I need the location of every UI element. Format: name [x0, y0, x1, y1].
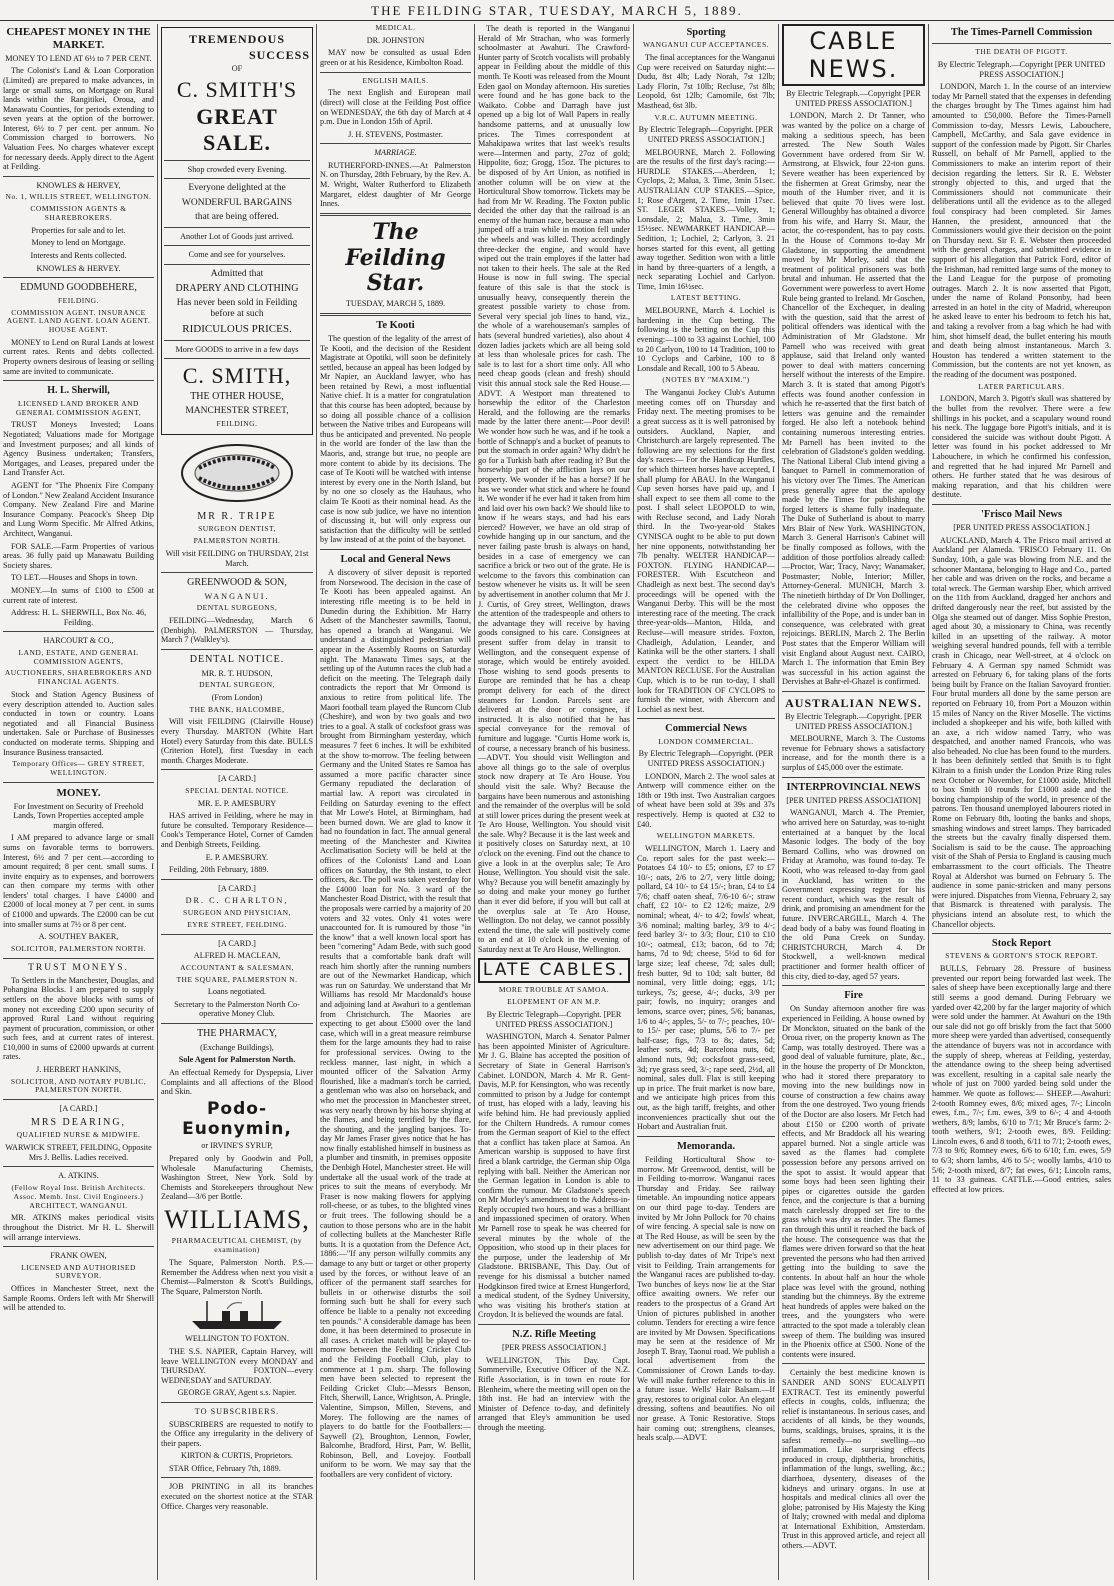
amesbury-sign: E. P. AMESBURY.	[205, 852, 269, 862]
sherwill-money: MONEY.—In sums of £100 to £500 at current rate of interest.	[3, 585, 154, 605]
times-title: The Times-Parnell Commission	[950, 27, 1093, 38]
southey-role: SOLICITOR, PALMERSTON NORTH.	[10, 943, 147, 953]
frisco-title: 'Frisco Mail News	[980, 508, 1063, 520]
trust-title: TRUST MONEYS.	[28, 962, 129, 973]
vrc-text: MELBOURNE, March 2. Following are the results of the first day's racing:— HURDLE STAKES.—Aberdeen, 1; Cyclops, 2; Malua, 3. Time, 3min 51sec. AUSTRALIAN CUP STAKES.—Spice, 1; Rose d'Argent, 2. Time, 1min 17sec. ST. LEGER STAKES.—Volley, 1; Lonsdale, 2; Malua, 3. Time, 3min 15½sec. NEWMARKET HANDICAP.—Sedition, 1; Lochiel, 2; Carlyon, 3. 21 horses started for this event, all getting away together. Sedition won with a little in hand by three-quarters of a length, a neck separating Lochiel and Carlyon. Time, 1min 16½sec.	[637, 147, 775, 291]
divider	[782, 1363, 925, 1364]
marriage-title: MARRIAGE.	[374, 148, 417, 158]
divider	[320, 72, 471, 73]
greenwood-name: GREENWOOD & SON,	[187, 577, 287, 589]
inter-byline: [PER UNITED PRESS ASSOCIATION]	[786, 795, 921, 805]
harcourt-roles: AUCTIONEERS, SHAREBROKERS AND FINANCIAL AGENTS.	[4, 668, 153, 687]
drapery: DRAPERY AND CLOTHING	[175, 283, 299, 295]
page-title: THE FEILDING STAR, TUESDAY, MARCH 5, 1889.	[371, 3, 743, 18]
ridiculous: RIDICULOUS PRICES.	[182, 322, 292, 335]
goodbehere-roles: COMMISSION AGENT. INSURANCE AGENT. LAND AGENT. LOAN AGENT. HOUSE AGENT.	[6, 307, 151, 335]
maclean-loans: Loans negotiated.	[207, 987, 267, 997]
divider	[161, 879, 313, 880]
late-sub2: ELOPEMENT OF AN M.P.	[507, 997, 601, 1007]
feilding: FEILDING.	[216, 418, 258, 428]
mails-title: ENGLISH MAILS.	[362, 75, 429, 85]
divider	[3, 631, 154, 632]
kooti-text: The question of the legality of the arrest of Te Kooti, and the decision of the Resident Magistrate at Opotiki, will soon be definitely settled, because an appeal has been lodged by Mr Napier, an Auckland lawyer, who has been retained by Rewi, a most influential Native chief. It is a matter for congratulation that this course has been adopted, because by so doing all possible chance of a collision between the Native tribes and Europeans will thus be anticipated and prevented. No people in the world are fonder of the law than the Maoris, and, strange but true, no people are more content to abide by its decisions. The case of Te Kooti will be watched with intense interest by every one in the North Island, but by no one so closely as the Hauhaus, who claim Te Kooti as their nominal head. As the case is now sub judice, we have no intention of discussing it, but will only express our satisfaction that the difficulty will be settled by law instead of at the point of the bayonet.	[320, 333, 471, 545]
wellington-markets-title: WELLINGTON MARKETS.	[656, 831, 756, 841]
pigott-byline: By Electric Telegraph.—Copyright [PER UNITED PRESS ASSOCIATION.]	[937, 60, 1106, 79]
harcourt-sub: LAND, ESTATE, AND GENERAL COMMISSION AGENTS,	[18, 647, 139, 666]
johnston-text: MAY now be consulted as usual Eden green or at his Residence, Kimbolton Road.	[320, 48, 471, 67]
fire-text: On Sunday afternoon another fire was experienced in Feilding. A house owned by Dr Monckton, situated on the bank of the Oroua river, on the property known as The Camp, was totally destroyed. There was a good deal of valuable furniture, plate, &c., in the house the property of Dr Monckton, who had it stored there preparatory to moving into the new buildings now in course of construction a few chains away from the one destroyed. Two young friends of the Doctor are also losers. Mr Fetch had about £150 or £200 worth of private effects, and Mr Braddock all his wearing apparel burned. Not a single article was saved as the flames had complete possession before any persons arrived on the spot to assist. It would appear that some boys had been seen lighting their pipes or cigarettes outside the garden fence, and the conjecture is that a burning match carelessly dropped set fire to the grass which was dry as tinder. The flames ran through this until it reached the back of the house. The consequence was that the flames were driven forward so that the heat prevented the persons who had then arrived getting into the building to save the contents. In about half an hour the whole place was level with the ground, nothing standing but the chimneys. By the extreme heat hundreds of apples were baked on the trees, and the youngsters who were attracted to the spot made a tolerably clean sweep of them. The building was insured in the Phoenix office at £500. None of the contents were insured.	[782, 1004, 925, 1359]
frisco-text: AUCKLAND, March 4. The Frisco mail arrived at Auckland per Alameda. 'FRISCO February 11. On Sunday, 10th, a gale was blowing from N.E. and the schooner Mantana, belonging to Hage and Co., parted her cable and was driven on the rocks, and became a total wreck. The German warship Eber, which arrived on the 11th from Auckland, dragged her anchors and drifted dangerously near the reef, but assisted by the Olga she steamed out of danger. Miss Sophie Preston, aged about 30, a missionary to China, was recently killed in an upsetting of the railway. A motor weighing several hundred pounds, fell with a terrible crash in Chicago, near Well-street, at 4 o'clock on February 4. A German spy named Schmidt was arrested on February 6, for taking plans of the forts being built by France on the Italian Savoyard frontier. Four brutal murders all done by the same person are reported on February 10, from Port a Mouzon within 15 miles of Nancy on the River Moselle. The victims included a shopkeeper and his wife, both killed with an axe, a rich widow named Tarry, who was despatched, and another named Francois, who was also beheaded. No clue has been found to the murders. It has been definitely settled that Smith is to fight Kilrain to a finish under the London Prize Ring rules next October or November, for £1000 aside, Mitchell to box Smith 10 rounds for £1000 aside and the boxing championship of the world, in presence of the patrons. Ten thousand unemployed labourers rioted in Rome on February 8th, looting the banks and shops, smashing windows and street lamps. They barricaded the streets but the cavalry finally dispersed them. Socialism is said to be the cause. The approaching visit of the Shah of Persia to England is causing much embarrassment to the court officials. The Theatre Royal at Aldershot was burned on February 5. The audience in some panic-stricken and many persons were injured. Dispatches from Vienna, February 2, say that Bismarck is threatened with paralysis. The physicians intend an absolute rest, to which the Chancellor objects.	[932, 535, 1111, 929]
column-2	[158, 24, 316, 1580]
success: SUCCESS	[248, 48, 310, 63]
atkins-text: MR. ATKINS makes periodical visits throughout the District. Mr H. L. Sherwill will arrange interviews.	[3, 1213, 154, 1242]
aus-byline: By Electric Telegraph.—Copyright. [PER UNITED PRESS ASSOCIATION.]	[785, 712, 922, 731]
hudson-from: (From London)	[211, 693, 263, 703]
maxim-text: The Wanganui Jockey Club's Autumn meeting comes off on Thursday and Friday next. The meeting promises to be a great success as it is well patronised by outsiders. Auckland, Napier, and Christchurch are largely represented. The following are my selections for the first day's races:— For the Handicap Hurdles, for which thirteen horses have accepted, I shall plump for ABAU. In the Wanganui Cup seven horses have paid up, and I shall expect to see them all come to the post. I shall select LEOPOLD to win, with Recluse second, and Lady Norah third. In the Two-year-old Stakes CYNISCA ought to be able to put down her nine opponents, notwithstanding her 7lb penalty. WELTER HANDICAP— FOXTON. FLYING HANDICAP— FORESTER. With Escutcheon and Chadleigh as next best. The second day's proceedings will be opened with the Wanganui Derby. This will be the most interesting race of the meeting. The crack three-year-olds—Manton, Hilda, and Recluse—will measure strides. Foxton, Chadleigh, Adulation, Leander, and Katinka will be the other starters. I shall expect the verdict to be HILDA MANTON RECLUSE. For the Australian Cup, which is to be run to-day, I shall look for TRADITION OF CYCLOPS to furnish the winner, with Abercorn and Lochiel as next best.	[637, 388, 775, 714]
sherwill-address: Address: H. L. SHERWILL, Box No. 46, Feilding.	[10, 608, 147, 627]
great-sale: GREAT SALE.	[196, 104, 278, 156]
money-sub: For Investment on Security of Freehold Lands, Town Properties accepted ample margin offered.	[13, 801, 144, 830]
divider	[3, 277, 154, 278]
offered: that are being offered.	[195, 211, 279, 222]
goodbehere-place: FEILDING.	[58, 295, 99, 305]
divider	[164, 178, 310, 179]
divider	[3, 958, 154, 959]
tripe-name: MR R. TRIPE	[197, 510, 277, 522]
divider	[164, 227, 310, 228]
knowles-text1: Properties for sale and to let.	[31, 225, 126, 235]
hudson-name: MR. R. T. HUDSON,	[201, 668, 273, 678]
amesbury-card: [A CARD.]	[218, 774, 256, 784]
dental-title: DENTAL NOTICE.	[189, 653, 285, 665]
page-header	[0, 0, 1114, 21]
issue-date: TUESDAY, MARCH 5, 1889.	[345, 299, 446, 309]
colonist-text: The Colonist's Land & Loan Corporation (Limited) are prepared to make advances, in large or small sums, on Mortgage on Rural lands within the Rangitikei, Oroua, and Manawatu Counties, for periods extending to seven years at the option of the borrower. Interest, 6½ to 7 per cent. per annum. No Commission charged to borrowers. No Valuation Fees. No charges whatever except for necessary deeds. Apply direct to the Agent at Feilding.	[3, 66, 154, 172]
column-4	[475, 24, 633, 1580]
divider	[164, 160, 310, 161]
vrc-title: V.R.C. AUTUMN MEETING.	[654, 112, 758, 122]
stock-title: Stock Report	[991, 938, 1052, 950]
rifle-text: WELLINGTON, This Day. Capt. Sommerville, Executive Officer of the N.Z. Rifle Association, is in town en route for Blenheim, where the meeting will open on the 18th inst. He had an interview with the Minister of Defence to-day, and definitely arranged that Eley's ammunition be used through the meeting.	[478, 1355, 630, 1433]
memoranda-title: Memoranda.	[676, 1140, 736, 1152]
knowles-addr: No. 1, WILLIS STREET, WELLINGTON.	[5, 192, 152, 202]
aus-title: AUSTRALIAN NEWS.	[785, 695, 922, 710]
sporting-text: The final acceptances for the Wanganui Cup were received on Saturday night:—Dudu, 8st 4lb; Lady Norah, 7st 12lb; Lady Florin, 7st 10lb; Recluse, 7st 8lb; Leopold, 6st 12lb; Camomile, 6st 7lb; Masthead, 6st 3lb.	[637, 53, 775, 111]
stock-text: BULLS, February 28. Pressure of business prevented our report being forwarded last week. The sales of sheep have been exceptionally large and there still seems a good demand. During February we yarded over 42,200 by far the larger majority of which were sold under the hammer. At Awahuri on the 19th our sale did not go off briskly from the fact that 5000 more sheep were yarded than advertised, consequently the attendance of buyers was not in accordance with the supply of sheep, whereas at Feilding, yesterday, the attendance owing to the sheep being advertised was excellent, resulting in a capital sale nearly the whole of just on 7000 yarded being sold under the hammer. We quote as follows:— SHEEP.—Awahuri: 2-tooth Romney ewes, 8/6; mixed ages, 7/-; Lincoln ewes, f.m., 7/-; f.m. ewes, 3/9 to 6/-; 4 and 4-tooth wethers, 8/9; lambs, 6/10 to 7/1; Mr Bruce's farm: 2-tooth wethers, 9/1; 2-tooth ewes, 8/9. Feilding: Lincoln ewes, 6 and 8 tooth, 6/11 to 7/1; 2-tooth ewes, 7/3 to 9/6; Romney ewes, 6/6 to 6/10; f.m. ewes, 5/9 to 6/3; shorn lambs, 4/6 to 5/-; woolly lambs, 4/10 to 5/6; 2-tooth mixed, 8/7; fat ewes, 6/1; Lincoln rams, 11 to 33 guineas. CATTLE.—Good entries, sales effected at low prices.	[932, 964, 1111, 1194]
harcourt-office: Temporary Offices— GREY STREET, WELLINGTON.	[12, 759, 145, 777]
betting-text: MELBOURNE, March 4. Lochiel is hardening in the Cup betting. The following is the betting on the Cup this evening:—100 to 33 against Lochiel, 100 to 20 Carlyon, 100 to 14 Tradition, 100 to 10 Cyclops and Carbine, 100 to 8 Lonsdale and Recall, 100 to 5 Abeau.	[637, 306, 775, 373]
cable-text: LONDON, March 2. Dr Tanner, who was wanted by the police on a charge of making a seditious speech, has been arrested. The New South Wales Government have ordered from Sir W. Armstrong, at Elswick, four 22-ton guns. Severe weather has been experienced by the fishermen at Great Grimsby, near the mouth of the Humber river, and it is believed that quite 70 lives were lost. General Willoughby has obtained a divorce from his wife, and Harry St. Maur, the actor, the co-respondent, has to pay costs. In the House of Commons to-day Mr Gladstone, in supporting the amendment moved by Mr Morley, said that the treatment of political prisoners was both brutal and inhuman. He asserted that the Government were powerless to avert Home Rule being granted to Ireland. Mr Goschen, Chancellor of the Exchequer, in dealing with the question, said that the arrest of political offenders was identical with the Administration of Mr Gladstone. Mr Parnell who was received with great applause, said that Ireland only wanted power to deal with matters concerning herself without the interests of the Empire. March 3. It is stated that among Pigott's effects was found another confession in which he re-asserted that the first batch of letters was genuine and the remainder forged. He also left a notebook behind containing numerous interesting entries. Mr Parnell has been invited to the celebration of Gladstone's golden wedding. The National Liberal Club intend giving a banquet to Parnell in commemoration of his victory over The Times. The American press generally agree that the apology made by the Times for publishing the forged letters is shame fully inadequate. The Duke of Sutherland is about to marry Mrs Blair of New York. WASHINGTON, March 3. General Harrison's Cabinet will be finally composed as follows, with the addition of those portfolios already called:—Proctor, War; Tracy, Navy; Wanamaker, Postmaster; Noble, Interior; Miller, Attorney-General. MUNICH, March 3. The ninetieth birthday of Dr Von Dollinger, the celebrated divine who opposes the infallibility of the Pope, and is under ban in consequence, was celebrated with great rejoicings. BERLIN, March 2. The Berlin Post states that the Emperor William will visit England about August next. CAIRO, March 1. The information that Emin Bey was successful in his action against the Dervishes at Bahr-el-Ghazel is confirmed.	[782, 111, 925, 687]
other-house: THE OTHER HOUSE,	[190, 391, 284, 403]
maclean-sec: Secretary to the Palmerston North Co-operative Money Club.	[174, 999, 300, 1019]
divider	[3, 1099, 154, 1100]
williams-text: The Square, Palmerston North. P.S.—Remember the Address when next you visit a Chemist—Palmerston & Scott's Buildings, The Square, Palmerston North.	[161, 1257, 313, 1296]
divider	[161, 769, 313, 770]
knowles-text3: Interests and Rents collected.	[30, 250, 127, 260]
dentures-illustration	[177, 438, 297, 508]
sherwill-agent: AGENT for "The Phoenix Fire Company of London." New Zealand Accident Insurance Company. New Zealand Fire and Marine Insurance Company. Peacock's Sheep Dip and Lung Worm Specific. Mr Alfred Atkins, Architect, Wanganui.	[3, 481, 154, 538]
cheapest-title: CHEAPEST MONEY IN THE MARKET.	[6, 26, 151, 51]
pigott-title: THE DEATH OF PIGOTT.	[975, 47, 1068, 57]
dearing-addr: WARWICK STREET, FEILDING, Opposite Mrs J. Bellis. Ladies received.	[5, 1143, 152, 1162]
owen-text: Offices in Manchester Street, next the Sample Rooms. Orders left with Mr Sherwill will be attended to.	[3, 1284, 154, 1313]
greenwood-role: DENTAL SURGEONS,	[196, 603, 278, 613]
come-see: Come and see for yourselves.	[188, 250, 286, 260]
divider	[164, 245, 310, 246]
divider	[161, 1023, 313, 1024]
williams-title: WILLIAMS,	[164, 1205, 310, 1235]
pharmacy-title: THE PHARMACY,	[197, 1028, 277, 1040]
betting-title: LATEST BETTING.	[670, 293, 742, 303]
harcourt-title: HARCOURT & CO.,	[43, 636, 114, 646]
williams-role: PHARMACEUTICAL CHEMIST, (by examination)	[171, 1236, 303, 1255]
hankins-role: SOLICITOR, AND NOTARY PUBLIC, PALMERSTON NORTH.	[10, 1076, 147, 1095]
london-byline: By Electric Telegraph—Copyright. (PER UNITED PRESS ASSOCIATION.)	[638, 749, 774, 768]
divider	[164, 358, 310, 359]
knowles-title: KNOWLES & HERVEY,	[36, 180, 121, 190]
subscribers-date: STAR Office, February 7th, 1889.	[169, 1463, 281, 1473]
maclean-card: [A CARD.]	[218, 938, 256, 948]
late-text: WASHINGTON, March 4. Senator Palmer has been appointed Minister of Agriculture. Mr J. G. Blaine has accepted the position of Secretary of State in General Harrison's Cabinet. LONDON, March 4. Mr R. Gent-Davis, M.P. for Kensington, who was recently committed to prison by a Judge for contempt of trust, has eloped with a lady, leaving his wife behind him. He had previously applied for the Chiltern Hundreds. A rumour comes from the German seaport of Kiel to the effect that a conflict has taken place at Samoa. An American warship is supposed to have first fired a blank cartridge, the German ship Olga replying with ball. Neither the American nor the German legation in London is able to confirm the rumour. Mr Gladstone's speech on Mr Morley's amendment to the Address-in-Reply occupied two hours, and was a brilliant and impassioned specimen of oratory. When Mr Parnell rose to speak he was cheered for several minutes by the whole of the Opposition, who stood up in their places for the purpose, under the leadership of Mr Gladstone. BRISBANE, This Day. Out of revenge for his dismissal a butcher named Hodgkinson fired twice at Ernest Hungerford, a medical student, of the Sydney University, who was visiting his brother's station at Croydon. It is believed the wounds are fatal.	[478, 1032, 631, 1320]
subscribers-title: TO SUBSCRIBERS.	[194, 1406, 280, 1416]
greenwood-place: WANGANUI.	[204, 591, 270, 601]
column-5	[634, 24, 778, 1580]
column-1	[0, 24, 157, 1580]
fire-title: Fire	[844, 990, 863, 1002]
podo-title: Podo-Euonymin,	[182, 1098, 292, 1139]
owen-name: FRANK OWEN,	[50, 1251, 107, 1261]
maxim-title: (NOTES BY "MAXIM.")	[662, 375, 750, 385]
sporting-sub: WANGANUI CUP ACCEPTANCES.	[642, 40, 769, 50]
hankins-name: J. HERBERT HANKINS,	[36, 1065, 121, 1075]
maclean-role: ACCOUNTANT & SALESMAN,	[180, 962, 294, 972]
maclean-name: ALFRED H. MACLEAN,	[193, 951, 281, 961]
memoranda-text: Feilding Horticultural Show to-morrow. Mr Greenwood, dentist, will be in Feilding to-morrow. Wanganui races Thursday and Friday. See railway timetable. An impounding notice appears on our third page to-day. Tenders are invited by Mr John Pollock for 70 chains of wire fencing. A special sale is now on at The Red House, as will be seen by the new advertisement on our third page. We publish to-day dates of Mr Tripe's next visit to Feilding. Train arrangements for the Wanganui races are published to-day. Two bunches of keys now lie at the Star office awaiting owners. We refer our readers to the prospectus of a Grand Art Union of pictures published in another column. Tenders for erecting a wire fence are invited by Mr Dowsen. Specifications may be seen at the residence of Mr Joseph T. Bray, Taonui road. We publish a local advertisement from the Commissioner of Crown Lands to-day. We will make further reference to this in a future issue. Wells' Hair Balsam.—If gray, restores to original color. An elegant dressing, softens and beautifies. No oil nor grease. A Tonic Restorative. Stops hair coming out; strengthens, cleanses, heals scalp.—ADVT.	[637, 1155, 775, 1443]
divider	[3, 380, 154, 381]
atkins-name: A. ATKINS.	[58, 1171, 99, 1181]
harcourt-text: Stock and Station Agency Business of every description attended to. Auction sales conducted in town or country. Loans negotiated and all Financial Business undertaken. Sale or Purchase of Businesses conducted on moderate terms. Shipping and Insurance Business transacted.	[3, 689, 154, 757]
divider	[3, 176, 154, 177]
sporting-title: Sporting	[686, 27, 726, 38]
divider	[320, 213, 471, 216]
kooti-title: Te Kooti	[376, 319, 415, 331]
divider	[637, 1136, 775, 1137]
divider	[932, 43, 1111, 44]
london-commercial-title: LONDON COMMERCIAL.	[658, 736, 754, 746]
aus-text: MELBOURNE, March 3. The Customs revenue for February shows a satisfactory increase, and for the month there is a surplus of £45,000 over the estimate.	[782, 734, 925, 772]
sherwill-let: TO LET.—Houses and Shops in town.	[11, 573, 138, 583]
divider	[932, 933, 1111, 934]
hudson-role: DENTAL SURGEON,	[199, 680, 275, 690]
rifle-title: N.Z. Rifle Meeting	[512, 1329, 596, 1340]
dearing-card: [A CARD.]	[59, 1104, 98, 1114]
steamship-illustration	[182, 1299, 292, 1331]
wellington-markets-text: WELLINGTON, March 1. Laery and Co. report sales for the past week:—Potatoes £4 10/- to £5; onions, £7 to £7 10/-; oats, 2/6 to 2/7, very little doing; pollard, £4 10/- to £4 15/-; bran, £4 to £4 7/6; chaff oaten sheaf, 7/6-10 6/-; straw chaff, £2 10/- to £2 12/6; maize, 2/9 nominal; wheat, 4/- to 4/2; fowls' wheat, 3/6 nominal; malting barley, 3/9 to 4/-; feed barley 3/- to 3/3; flour, £10 to £10 10/-; oatmeal, £13; bacon, 6d to 7d; hams, 7d to 9d; cheese, 5½d to 6d for large size; leaf cheese, 7d; sales dull; fresh butter, 9d to 10d; salt butter, 8d nominal, very little doing; eggs, 1/1; turkeys, 7s; geese, 4/-; ducks, 3/9 per pair; fowls, no inquiry; oranges and lemons, scarce over; pines, 5/6; bananas, 1/6 to 4/-; apples, 5/- to 7/-; peaches, 10/- to 15/- per case; plums, 5/6 to 7/- per half-case; figs, 7/3 to 8s; dates, 5d; leather sorts, 4d; Barcelona nuts, 6d; almond nuts, 9d; cocksfoot grass-seed, 3d; rye grass seed, 3/-; rape seed, 2½d, all nominal, sales dull. Flax is still keeping up in price. The fruit market is now bare, and we anticipate high prices from this out, as the high tariff, freights, and other inconveniences practically shut out the Hobart and Australian fruit.	[637, 843, 775, 1132]
manchester: MANCHESTER STREET,	[185, 405, 289, 416]
charlton-name: DR. C. CHARLTON,	[185, 896, 289, 906]
amesbury-text: HAS arrived in Feilding, where he may in future be consulted. Temporary Residence—Cook's Temperance Hotel, Corner of Camden and Denbigh Streets, Feilding.	[161, 811, 313, 850]
sherwill-sale: FOR SALE.—Farm Properties of various areas. 36 fully paid up Manawatu Building Society shares.	[3, 541, 154, 570]
divider	[637, 718, 775, 719]
johnston-title: DR. JOHNSTON	[366, 35, 425, 45]
divider	[3, 1246, 154, 1247]
sherwill-title: H. L. Sherwill,	[47, 385, 110, 397]
column-6	[779, 24, 928, 1580]
dearing-role: QUALIFIED NURSE & MIDWIFE.	[16, 1130, 141, 1140]
goodbehere-title: EDMUND GOODBEHERE,	[20, 282, 137, 294]
frisco-byline: [PER UNITED PRESS ASSOCIATION.]	[953, 523, 1090, 533]
late-sub1: MORE TROUBLE AT SAMOA.	[498, 985, 610, 995]
never-sold: Has never been sold in Feilding before at such	[176, 297, 298, 319]
maclean-addr: THE SQUARE, PALMERSTON N.	[176, 974, 298, 984]
of: OF	[231, 64, 243, 74]
divider	[320, 313, 471, 316]
marriage-text: RUTHERFORD-INNES.—At Palmerston N. on Thursday, 28th February, by the Rev. A. M. Wright, Walter Rutherford to Elizabeth Margaret, eldest daughter of Mr George Innes.	[320, 160, 471, 209]
money-text: I AM prepared to advance large or small sums on favorable terms to borrowers. Interest, 6½ and 7 per cent.—according to amount required; 8 per cent. small sums. I invite enquiry as to expenses, and borrowers can then compare my terms with other lenders' total charges. I have £4000 and £2000 of local money at 7 per cent. in sums of £1000 and upwards. The £2000 can be cut into smaller sums at 7½ or 8 per cent.	[3, 833, 154, 929]
divider	[782, 985, 925, 986]
cable-news-title: CABLE NEWS.	[782, 24, 925, 86]
owen-role: LICENSED AND AUTHORISED SURVEYOR.	[21, 1262, 136, 1281]
charlton-addr: EYRE STREET, FEILDING.	[187, 919, 287, 929]
later-text: LONDON, March 3. Pigott's skull was shattered by the bullet from the revolver. There were a few shillings in his pocket, and a scapulary wound round his neck. The luggage bore Pigott's initials, and it is considered the suicide was without doubt Pigott. A letter was found in his pocket addressed to Mr Labouchere, in which he confirmed his confession, and regretted that he had injured Mr Parnell and others. He further stated that he was desirous of making reparation, and that his children were destitute.	[932, 394, 1111, 500]
tremendous: TREMENDOUS	[188, 32, 285, 46]
pharmacy-agent: Sole Agent for Palmerston North.	[178, 1055, 296, 1065]
late-byline: By Electric Telegraph—Copyright. [PER UNITED PRESS ASSOCIATION.]	[486, 1010, 622, 1029]
job-printing-text: JOB PRINTING in all its branches executed on the shortest notice at the STAR Office. Charges very reasonable.	[161, 1482, 313, 1511]
divider	[161, 1402, 313, 1403]
late-cables-title: LATE CABLES.	[478, 958, 630, 984]
pharmacy-text: An effectual Remedy for Dyspepsia, Liver Complaints and all affections of the Blood and Skin.	[161, 1067, 313, 1097]
podo-sub: or IRVINE'S SYRUP,	[201, 1141, 273, 1151]
local-text: A discovery of silver deposit is reported from Norsewood. The decision in the case of Te Kooti has been appealed against. An interesting rifle meeting is to be held in Dunedin during the Exhibition. Mr Harry Adsett of the Manchester sawmills, Taonui, has opened a branch at Wanganui. We understand a distinguished pedestrian will appear in the Assembly Rooms on Saturday night. The Manawatu Times says, at the settling up of the Autumn races the club had a deficit on the meeting. The Telegraph daily contradicts the report that Mr Ormond is anxious to retire from political life. The Maori football team played the Runcorn Club (Cheshire), and won by two goals and two tries to a goal. A stalk of cocksfoot grass was brought from Birmingham yesterday, which measures 7 feet 6 inches. It will be exhibited at the show to-morrow. The feeling between Germany and the United States re Samoa has assumed a more pacific character since Germany repudiated the declaration of martial law. A report was circulated in Feilding on Saturday evening to the effect that Mr Lowe's Hotel, at Birmingham, had been burned down. We are glad to know it had no foundation in fact. The annual general meeting of the Manchester and Kiwitea Acclimatisation Society will be held at the offices of the Colonists' Land and Loan offices on Saturday, the 9th instant, to elect officers, &c. The poll was taken yesterday for the £4000 loan for No. 3 ward of the Manchester Road District, with the result that the proposals were carried by a majority of 20 voters and 32 votes. Only 41 votes were unaccounted for. It is rumoured by those "in the know" that a well known local sport has been "cornering" Adam Bede, with such good results that a comfortable bank draft will reach him shortly after the running numbers are out of the Newmarket Handicap, which was run on Saturday. We understand that Mr Williams has resold Mr Macdonald's house and adjoining land at Awahuri to a gentleman from Christchurch. The Maories are expecting to get about £5000 over the land case, which will in a great measure reimburse them for the large amounts they had to raise for professional services. Owing to the reckless manner, last night, in which a mounted officer of the Salvation Army flourished, like a madman's torch be carried, a gentleman who was also on horseback, and who met the procession in Manchester street, was very nearly thrown by his horse shying at the flames, and being terrified by the flare, the shouting, and the jangling banjoes. To-day Mr James Fraser gives notice that he has now finally established himself in business as a plumber and tinsmith, in premises opposite the Denbigh Hotel, Manchester street. He will undertake all the usual work of the trade at prices to suit the means of everybody. Mr Fraser is now making flowers for applying roll-cheese, or as tubes, to the blighted vines or fruit trees. The following should be a caution to those persons who are in the habit of collecting bullets at the Manchester Rifle butts. It is a quotation from the Defence Act, 1886:—"If any person wilfully commits any damage to any butt or target or other property used by the forces, or without leave of an officer of the permanent staff searches for bullets in or otherwise disturbs the soil forming such butt he shall for every such offence be liable to a penalty not exceeding ten pounds." A considerable damage has been done, it has been determined to prosecute in all cases. A cricket match will be played to-morrow between the Feilding Cricket Club and the Feilding Football Club, play to commence at 1 p.m. sharp. The following men have been selected to represent the Feilding Cricket Club:—Messrs Benson, Fitch, Sherwill, Lance, Wrightson, A. Pringle, Valentine, Simpson, Millen, Stevens, and Morey. The following are the names of players to do battle for the Footballers:—Saywell (2), Broughton, Lennon, Fowler, Balcombe, Bradford, Hirst, Parr, W. Bellit, Robinson, Bell, and Lovejoy. Football uniform to be worn. We may say that the footballers are very confident of victory.	[320, 568, 471, 1480]
podo-text: Prepared only by Goodwin and Poll, Wholesale Manufacturing Chemists, Washington Street, New York. Sold by Chemists and Storekeepers throughout New Zealand—3/6 per Bottle.	[161, 1154, 313, 1202]
foxton-text: THE S.S. NAPIER, Captain Harvey, will leave WELLINGTON every MONDAY and THURSDAY. FOXTON—every WEDNESDAY and SATURDAY.	[161, 1346, 313, 1385]
commercial-title: Commercial News	[665, 723, 747, 735]
pharmacy-sub: (Exchange Buildings),	[200, 1042, 274, 1052]
amesbury-title: SPECIAL DENTAL NOTICE.	[185, 785, 289, 795]
smith-title: C. SMITH'S	[176, 76, 298, 102]
local-text-continued: The death is reported in the Wanganui Herald of Mr Strachan, who was formerly schoolmaster at Awahuri. The Crawford-Hunter party of Scotch vocalists will probably appear in Feilding about the middle of this month. Te Kooti was released from the Mount Eden gaol on Monday afternoon. His sureties were found and he has gone back to the Waikato. Cobbe and Darragh have just opened up a big lot of Wall Papers in really handsome patterns, and at unusually low prices. The Times correspondent at Mahakipawa writes that last week's results were—Intermen and party, 27oz of gold; Hippolite, 6oz; Grogg, 15oz. The pictures to be disposed of by Art Union, as notified in another column will be on view at the Horticultural Show tomorrow. Tickets may be had from Mr W. Reading. The Foxton public decided the other day that the railroad is an enemy of the human race, because a man who jumped off a train while in motion fell under the wheels and was killed. They accordingly three-decker the engine, and would have wiped out the train employes if the latter had not taken to their heels. The sale at the Red House is now in full swing. The special feature of this sale is that the stock is unusually heavy, consequently therein the greatest possible variety to chose from. Several very special job lines to hand, viz., the whole of a warehouseman's samples of hats (several hundred varieties), also about 4 dozen ladies jackets which are all being sold at less than wholesale prices for cash. The sale is to last for a short time only. All who need cheap goods (clean and fresh) should visit this annual stock sale the Red House.—ADVT. A Westport man threatened to horsewhip the editor of the Charleston Herald, and the following are the remarks made by the latter there anent:—Poor devil! We wonder how such he was, and if he took a bottle of Schnapp's and a bucket of peanuts to put the stomach in order again? Why didn't he go for a Turkish bath after reading it? But the horsewhip part of the affliction lays on our property. We wonder if he has a horse? If he has we wonder what stick and where he found it. We wonder if he ever had it taken from him and laid over his own back? We should like to know if he wears stays, and had his ears pierced? However, we have an old strap of cowhide hanging up in our sanctum, and the never failing paste brush is always on hand, besides in a case of emergency we can sacrifice a brick or two out of the grate. He is welcome to the favors this combination can bestow whenever he visits us. It will be seen by advertisement in another column that Mr J. J. Curtis, of Grey street, Wellington, draws the attention of the tradespeople and others to the advantage they will receive by having goods consigned to his care. Consignees at present suffer from delay in transit to Wellington, and the consequent expense of storage, which would be entirely avoided. Those wishing to send goods presents to Europe are reminded that he has a cheap prompt delivery for each of the direct steamers for London. Parcels sent are delivered at the door or consignee, if instructed. It is also notified that he has special conveyance for the removal of furniture and luggage. "Curtis Home work is, of course, a necessary branch of his business.—ADVT. You should visit Wellington and above all things go to the sale of overplus stock now drapery at Te Aro House. You should visit the sale. Why? Because the bargains have been numerous and astonishing and the remainder of the overplus will be sold at still lower prices during the present week at Te Aro House, Wellington. You should visit the sale. Why? Because it is the last week and it positively closes on Saturday next, at 10 o'clock on the evening. Find out the chance to give a look in at the overplus sale; Te Aro House, Wellington. You should visit the sale. Why? Because you will benefit amazingly by so doing and make your money go further than it ever did before, if you will but call at the overplus sale at Te Aro House, Wellington. Do not delay, we cannot possibly extend the time, the sale will positively come to an end at 10 o'clock in the evening of Saturday next at Te Aro House, Wellington.	[478, 24, 630, 954]
admitted: Admitted that	[210, 268, 264, 279]
cable-byline: By Electric Telegraph.—Copyright [PER UNITED PRESS ASSOCIATION.]	[786, 89, 921, 108]
london-text: LONDON, March 2. The wool sales at Antwerp will commence either on the 18th or 19th inst. Two Australian cargoes of wheat have been sold at 39s and 37s respectively. Hemp is quoted at £32 to £40.	[637, 771, 775, 829]
sander-text: Certainly the best medicine known is SANDER AND SONS' EUCALYPTI EXTRACT. Test its eminently powerful effects in coughs, colds, influenza; the relief is instantaneous. In serious cases, and accidents of all kinds, be they wounds, burns, scaldings, bruises, sprains, it is the safest remedy—no swelling—no inflammation. Like surprising effects produced in croup, diphtheria, bronchitis, inflammation of the lungs, swelling, &c.; diarrhoea, dysentery, diseases of the kidneys and urinary organs. In use at hospitals and medical clinics all over the globe; patronised by His Majesty the King of Italy; crowned with medal and diploma at International Exhibition, Amsterdam. Trust in this approved article, and reject all others.—ADVT.	[782, 1368, 925, 1551]
later-title: LATER PARTICULARS.	[978, 381, 1065, 391]
smith-sale-ad	[161, 27, 313, 435]
mails-sign: J. H. STEVENS, Postmaster.	[348, 129, 443, 139]
divider	[3, 1166, 154, 1167]
greenwood-text: FEILDING—Wednesday, March 6 (Denbigh). PALMERSTON — Thursday, March 7 (Walkley's).	[161, 616, 313, 645]
divider	[161, 572, 313, 573]
c-smith: C. SMITH,	[182, 363, 292, 389]
divider	[320, 549, 471, 550]
divider	[164, 264, 310, 265]
trust-text: To Settlers in the Manchester, Douglas, and Pohangina Blocks. I am prepared to supply settlers on the above blocks with sums of money not exceeding £200 upon security of approved Rural Land without requiring payment of procuration, commission, or other such fees, and at current rates of interest. £10,000 in sums of £2000 upwards at current rates.	[3, 975, 154, 1062]
amesbury-name: MR. E. P. AMESBURY	[197, 798, 277, 808]
local-title: Local and General News	[340, 553, 451, 565]
column-3	[317, 24, 474, 1580]
money-title: MONEY.	[56, 786, 101, 799]
charlton-card: [A CARD.]	[218, 883, 256, 893]
bargains: WONDERFUL BARGAINS	[181, 197, 293, 208]
rifle-byline: [PER PRESS ASSOCIATION.]	[502, 1343, 606, 1353]
divider	[320, 143, 471, 144]
divider	[478, 1324, 630, 1325]
hudson-addr: THE BANK, HALCOMBE,	[189, 704, 285, 714]
knowles-text2: Money to lend on Mortgage.	[31, 238, 126, 248]
charlton-role: SURGEON AND PHYSICIAN,	[183, 908, 291, 918]
sherwill-sub: LICENSED LAND BROKER AND GENERAL COMMISSION AGENT,	[15, 398, 142, 417]
foxton-agent: GEORGE GRAY, Agent s.s. Napier.	[177, 1388, 297, 1398]
more-goods: More GOODS to arrive in a few days	[175, 344, 299, 354]
hudson-text: Will visit FEILDING (Clairville House) every Thursday. MARTON (White Hart Hotel) every Saturday from this date. BULLS (Criterion Hotel), first Tuesday in each month. Charges Moderate.	[161, 717, 313, 765]
inter-title: INTERPROVINCIAL NEWS	[786, 781, 921, 793]
another-lot: Another Lot of Goods just arrived.	[180, 231, 294, 241]
masthead: The Feilding Star.	[345, 218, 446, 297]
column-7	[929, 24, 1114, 1580]
amesbury-date: Feilding, 20th February, 1889.	[169, 865, 269, 875]
subscribers-sign: KIRTON & CURTIS, Proprietors.	[181, 1451, 293, 1461]
foxton-title: WELLINGTON TO FOXTON.	[185, 1334, 289, 1344]
inter-text: WANGANUI, March 4. The Premier, who arrived here on Saturday, was to-night entertained at a banquet by the local Masonic lodges. The body of the boy Bernard Collins, who was drowned on Friday at Aramoho, was found to-day. Te Kooti, who was released to-day from gaol in Auckland, has written to the Government expressing regret for his recent conduct, which was the result of drink, and promising an amendment for the future. INVERCARGILL, March 4. The dead body of a baby was found floating in the old Puna Creek on Sunday. CHRISTCHURCH, March 4. Dr Stockwell, a well-known medical practitioner and former health officer of this city, died to-day, aged 57 years.	[782, 808, 925, 981]
sherwill-text: TRUST Moneys Invested; Loans Negotiated; Valuations made for Mortgage and Investment purposes; and all kinds of Agency Business undertaken; Transfers, Mortgages, and Leases, prepared under the Land Transfer Act.	[3, 420, 154, 478]
delighted: Everyone delighted at the	[188, 183, 286, 194]
southey-name: A. SOUTHEY BAKER,	[38, 932, 119, 942]
mails-text: The next English and European mail (direct) will close at the Feilding Post office on WEDNESDAY, the 6th day of March at 4 p.m. Due in London 15th of April.	[320, 88, 471, 127]
divider	[161, 649, 313, 650]
divider	[782, 691, 925, 692]
divider	[164, 340, 310, 341]
cheapest-sub: MONEY TO LEND AT 6½ to 7 PER CENT.	[5, 53, 152, 63]
tripe-text: Will visit FEILDING on THURSDAY, 21st March.	[165, 548, 309, 568]
medical-title: MEDICAL.	[375, 24, 416, 32]
tripe-place: PALMERSTON NORTH.	[193, 536, 281, 546]
divider	[161, 934, 313, 935]
goodbehere-text: MONEY to Lend on Rural Lands at lowest current rates. Rents and debts collected. Property owners desirous of leasing or selling same are invited to communicate.	[3, 337, 154, 376]
divider	[161, 1477, 313, 1478]
divider	[932, 504, 1111, 505]
stock-sub: STEVENS & GORTON'S STOCK REPORT.	[945, 951, 1098, 961]
atkins-role: (Fellow Royal Inst. British Architects. Assoc. Memb. Inst. Civil Engineers.) ARCHITECT, WANGANUI.	[11, 1183, 146, 1210]
pigott-text: LONDON, March 1. In the course of an interview today Mr Parnell stated that the expenses in defending the charges brought by The Times against him had amounted to £50,000. Before the Times-Parnell Commission to-day, Messrs Lewis, Labouchere, Campbell, McCarthy, and Sala gave evidence in support of the confession made by Pigott. Sir Charles Russell, on behalf of Mr Parnell, applied to the Commissioners to make an interim report of their decision regarding the letters. Sir R. E. Webster strongly objected to this, and urged that the Commissioners should not communicate their deliberations until all the evidence as to the alleged foul conspiracy had been completed. Sir James Hannen, the president, announced that the Commissioners would give their decision on the point on Thursday next. Sir F. E. Webster then proceeded with the general charges, and submitted evidence in support of his allegation that Patrick Ford, editor of the Irishman, had remitted large sums of the money to the Land League for the purpose of promoting outrages. March 2. It is now asserted that Pigott, under the name of Roland Ponsonby, had been arrested in an hotel in the city of Madrid, whereupon he asked leave to enter his bedroom to fetch his hat, and taking a revolver from a bag which he had with him, shot himself dead, the bullet entering his mouth and death being almost instantaneous. March 3. Houston has tendered a written statement to the Commission, but the contents are not yet known, as the reading of the document was postponed.	[932, 82, 1111, 380]
divider	[782, 777, 925, 778]
divider	[3, 782, 154, 783]
knowles-sign: KNOWLES & HERVEY.	[36, 263, 121, 273]
subscribers-text: SUBSCRIBERS are requested to notify to the Office any irregularity in the delivery of their papers.	[161, 1419, 313, 1448]
vrc-byline: By Electric Telegraph—Copyright. [PER UNITED PRESS ASSOCIATION.]	[638, 125, 774, 144]
crowded: Shop crowded every Evening.	[187, 164, 287, 174]
dearing-name: MRS DEARING,	[30, 1116, 127, 1128]
tripe-role: SURGEON DENTIST,	[198, 524, 276, 534]
knowles-sub: COMMISSION AGENTS & SHAREBROKERS.	[30, 204, 127, 222]
